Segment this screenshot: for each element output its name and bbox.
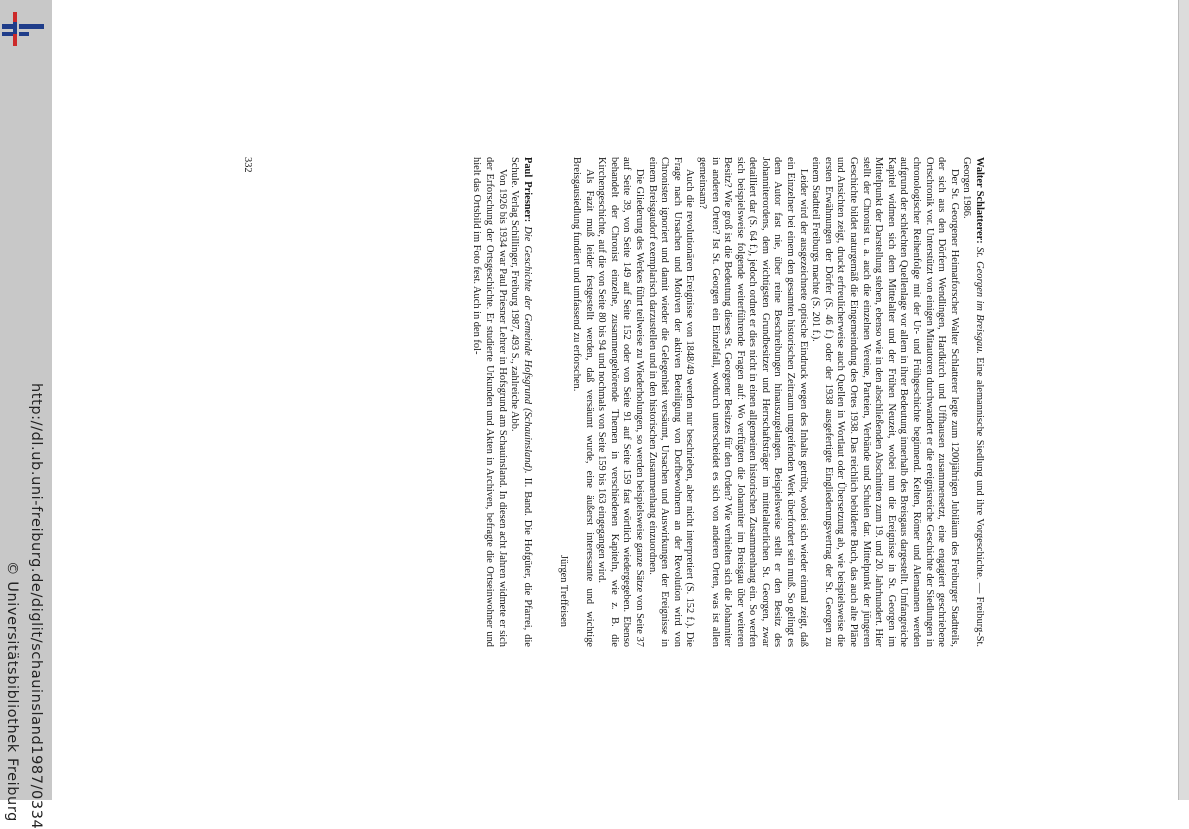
review-subtitle: II. Band. Die Hofgüter, die Pfarrei, die Schule. Verlag Schillinger, Freiburg 1987, 493 S., zahlreiche Abb.: [509, 157, 533, 647]
page-number: 332: [242, 157, 253, 173]
copyright-notice: © Universitätsbibliothek Freiburg: [4, 561, 20, 822]
review-title: St. Georgen im Breisgau.: [974, 247, 985, 355]
review-subtitle: Eine alemannische Siedlung und ihre Vorgeschichte. — Freiburg-St. Georgen 1986.: [961, 157, 985, 647]
review-priesner: [470, 157, 533, 647]
review-schlatterer: [557, 157, 985, 647]
review-paragraph: Leider wird der ausgezeichnete optische Eindruck wegen des Inhalts getrübt, wobei sich wieder einmal zeigt, daß ein Einzelner bei einem den gesamten historischen Zeitraum umgreifenden Werk überfordert sein muß. So gelingt es dem Autor fast nie, über reine Beschreibungen hinauszugelangen. Beispielsweise stellt er den Besitz des Johanniterordens, dem wichtigsten Grundbesitzer und Herrschaftsträger im mittelalterlichen St. Georgen, zwar detailliert dar (S. 64 f.), jedoch ordnet er dies nicht in einen allgemeinen historischen Zusammenhang ein. So werfen sich beispielsweise folgende weiterführende Fragen auf: Wo verfügten die Johanniter im Breisgau über weiteren Besitz? Wie groß ist die Bedeutung dieses St. Georgener Besitzes für den Orden? Wie verhielten sich die Johanniter in anderen Orten? Ist St. Georgen ein Einzelfall, wodurch unterscheidet es sich von anderen Orten, was ist allen gemeinsam?: [696, 157, 809, 647]
source-url[interactable]: http://dl.ub.uni-freiburg.de/diglit/schauinsland1987/0334: [28, 383, 44, 829]
review-signature: Jürgen Treffeisen: [558, 554, 570, 627]
review-paragraph: Die Gliederung des Werkes führt teilweise zu Wiederholungen, so werden beispielsweise ganze Sätze von Seite 37 auf Seite 39, von Seite 149 auf Seite 152 oder von Seite 91 auf Seite 159 fast wörtlich wiedergegeben. Ebenso behandelt der Chronist einzelne, zusammengehörende Themen in verschiedenen Kapiteln, wie z. B. die Kirchengeschichte, auf die von Seite 80 bis 94 und nochmals von Seite 159 bis 163 eingegangen wird.: [596, 157, 645, 647]
review-paragraph: Als Fazit muß leider festgestellt werden, daß versäumt wurde, eine äußerst interessante und wichtige Breisgausiedlung fundiert und umfassend zu erforschen.: [571, 157, 595, 647]
right-edge-strip: [1178, 0, 1189, 800]
review-title: Die Geschichte der Gemeinde Hofsgrund (Schauinsland).: [521, 226, 533, 474]
review-author: Walter Schlatterer:: [974, 157, 985, 244]
review-author: Paul Priesner:: [521, 157, 533, 223]
review-heading: [508, 157, 533, 647]
review-paragraph: Von 1926 bis 1934 war Paul Priesner Lehrer in Hofsgrund am Schauinsland. In diesen acht Jahren widmete er sich der Erforschung der Ortsgeschichte. Er studierte Urkunden und Akten in Archiven, befragte die Ortseinwohner und hielt das Ortsbild im Foto fest. Auch in den fol-: [471, 157, 508, 647]
review-heading: [960, 157, 985, 647]
review-paragraph: Der St. Georgener Heimatforscher Walter Schlatterer legte zum 1200jährigen Jubiläum des Freiburger Stadtteils, der sich aus den Dörfern Wendlingen, Hardkirch und Uffhausen zusammensetzt, eine engagiert geschriebene Ortschronik vor. Unterstützt von einigen Mitautoren durchwandert er die ereignisreiche Geschichte der Siedlungen in chronologischer Reihenfolge mit der Ur- und Frühgeschichte beginnend. Kelten, Römer und Alemannen werden aufgrund der schlechten Quellenlage vor allem in ihrer Bedeutung innerhalb des Breisgaus dargestellt. Umfangreiche Kapitel widmen sich dem Mittelalter und der Frühen Neuzeit, wobei nun die Ereignisse in St. Georgen im Mittelpunkt der Darstellung stehen, ebenso wie in den abschließenden Abschnitten zum 19. und 20. Jahrhundert. Hier stellt der Chronist u. a. auch die einzelnen Vereine, Parteien, Verbände und Schulen dar. Mittelpunkt der jüngeren Geschichte bildet naturgemäß die Eingemeindung des Ortes 1938. Das reichlich bebilderte Buch, das auch alte Pläne und Ansichten zeigt, druckt erfreulicherweise auch Quellen in Wortlaut oder Übersetzung ab, wie beispielsweise die ersten Erwähnungen der Dörfer (S. 46 f.) oder der 1938 ausgefertigte Eingliederungsvertrag der St. Georgen zu einem Stadtteil Freiburgs machte (S. 201 f.).: [810, 157, 960, 647]
university-library-logo: [2, 8, 44, 50]
scanned-page: [242, 157, 985, 647]
review-paragraph: Auch die revolutionären Ereignisse von 1848/49 werden nur beschrieben, aber nicht interpretiert (S. 152 f.). Die Frage nach Ursachen und Motiven der aktiven Beteiligung von Dorfbewohnern an der Revolution wird von Chronisten ignoriert und damit wieder die Gelegenheit versäumt, Ursachen und Auswirkungen der Ereignisse in einem Breisgaudorf exemplarisch darzustellen und in den historischen Zusammenhang einzuordnen.: [646, 157, 696, 647]
